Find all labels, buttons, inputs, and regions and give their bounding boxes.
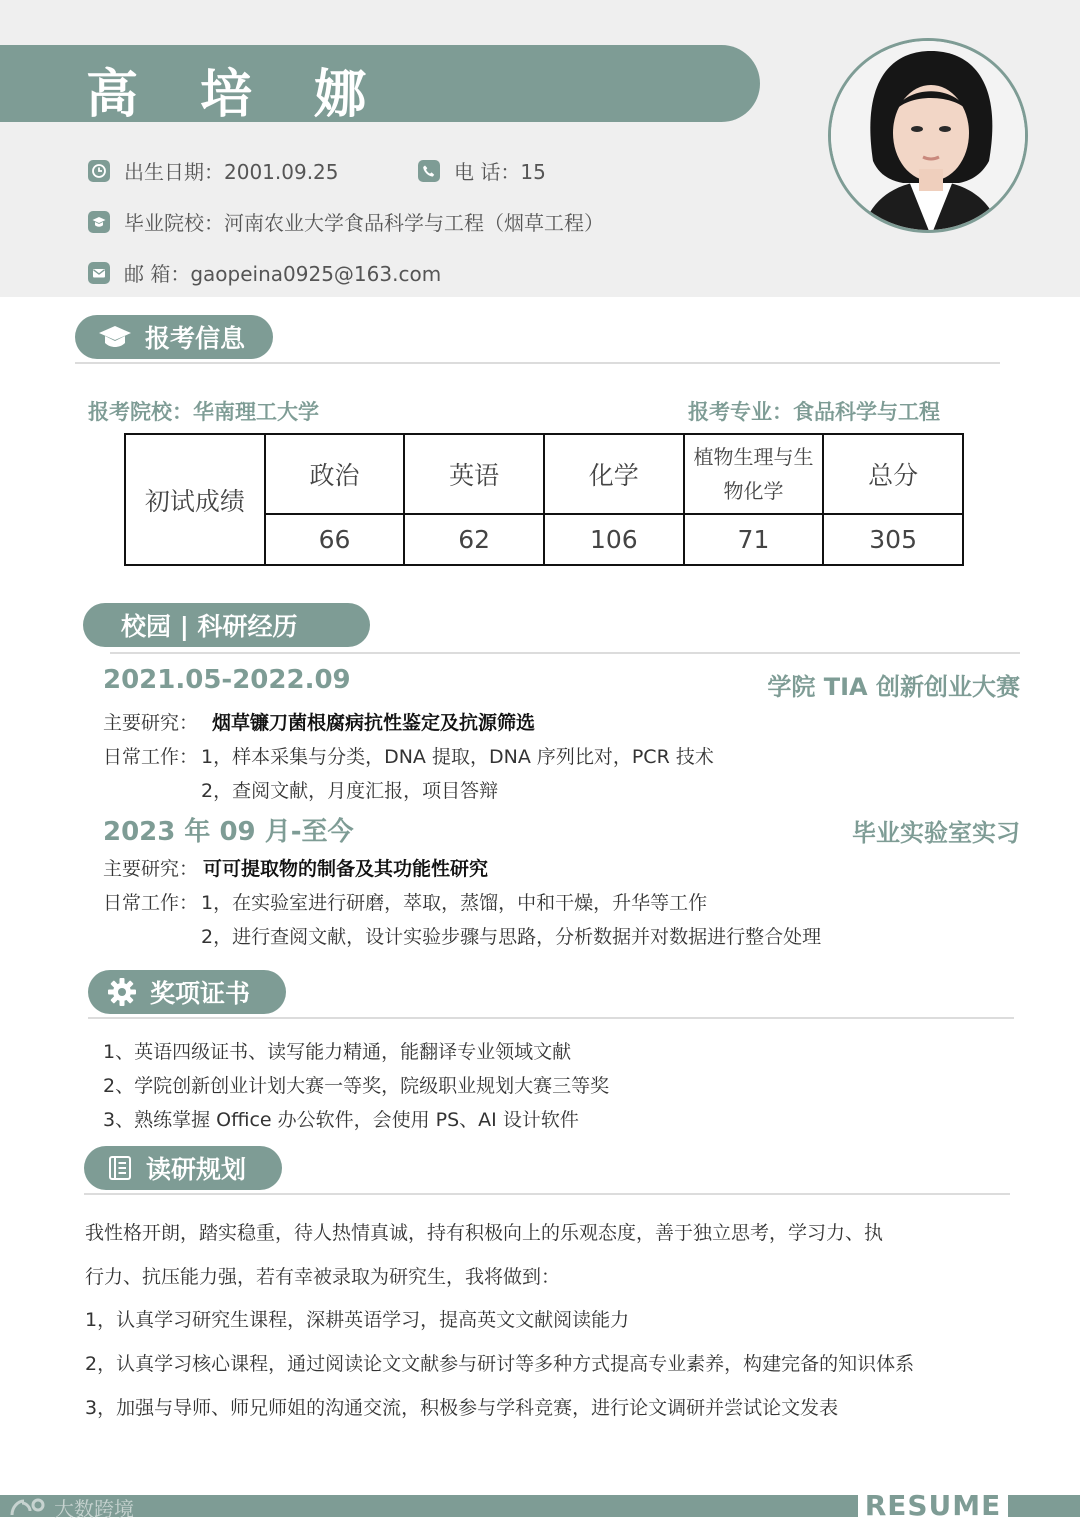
- plan-line-1: 我性格开朗，踏实稳重，待人热情真诚，持有积极向上的乐观态度，善于独立思考，学习力、执: [85, 1222, 884, 1244]
- award-item-1: 1、英语四级证书、读写能力精通，能翻译专业领域文献: [103, 1041, 572, 1063]
- research-work-2a: 1，在实验室进行研磨，萃取，蒸馏，中和干燥，升华等工作: [201, 892, 708, 914]
- section-research-title: 校园 | 科研经历: [121, 612, 298, 641]
- research-org-1: 学院 TIA 创新创业大赛: [767, 673, 1020, 701]
- research-work-label-2: 日常工作：: [103, 892, 199, 914]
- notebook-icon: [106, 1154, 134, 1182]
- section-divider: [75, 362, 1000, 364]
- score-table: [124, 433, 964, 566]
- gear-icon: [106, 976, 138, 1008]
- graduation-cap-icon: [97, 324, 133, 350]
- graduation-school: 毕业院校：河南农业大学食品科学与工程（烟草工程）: [124, 211, 604, 235]
- birth-date: 出生日期：2001.09.25: [124, 160, 339, 184]
- graduation-cap-icon: [88, 211, 110, 233]
- score-politics: 66: [265, 514, 405, 565]
- section-plan-header: [84, 1146, 282, 1190]
- score-row-label: 初试成绩: [125, 434, 265, 565]
- research-main-1: 烟草镰刀菌根腐病抗性鉴定及抗源筛选: [212, 712, 536, 734]
- subject-plant-biochem: 植物生理与生物化学: [684, 434, 824, 514]
- target-major: 报考专业：食品科学与工程: [688, 400, 940, 424]
- plan-line-4: 2，认真学习核心课程，通过阅读论文文献参与研讨等多种方式提高专业素养，构建完备的知识体系: [85, 1353, 915, 1375]
- subject-english: 英语: [404, 434, 544, 514]
- profile-photo: [828, 38, 1028, 233]
- plan-line-3: 1，认真学习研究生课程，深耕英语学习，提高英文文献阅读能力: [85, 1309, 630, 1331]
- watermark-text: 大数跨境: [54, 1497, 134, 1521]
- section-plan-title: 读研规划: [146, 1155, 247, 1184]
- research-period-1: 2021.05-2022.09: [103, 665, 351, 695]
- section-divider: [88, 1017, 1014, 1019]
- subject-chemistry: 化学: [544, 434, 684, 514]
- section-awards-header: [88, 970, 286, 1014]
- research-work-label-1: 日常工作：: [103, 746, 199, 768]
- target-school: 报考院校：华南理工大学: [88, 400, 319, 424]
- phone-icon: [418, 160, 440, 182]
- email-address: 邮 箱：gaopeina0925@163.com: [124, 262, 442, 286]
- email-row: [88, 258, 441, 287]
- phone-number: 电 话：15: [454, 160, 546, 184]
- section-application-header: [75, 315, 273, 359]
- resume-label: RESUME: [858, 1488, 1008, 1524]
- research-org-2: 毕业实验室实习: [852, 819, 1020, 847]
- research-work-1a: 1，样本采集与分类，DNA 提取，DNA 序列比对，PCR 技术: [201, 746, 714, 768]
- watermark: [8, 1493, 134, 1522]
- research-main-label-2: 主要研究：: [103, 858, 199, 880]
- clock-icon: [88, 160, 110, 182]
- section-divider: [110, 652, 1020, 654]
- score-total: 305: [823, 514, 963, 565]
- research-work-1b: 2，查阅文献，月度汇报，项目答辩: [201, 780, 499, 802]
- award-item-3: 3、熟练掌握 Office 办公软件，会使用 PS、AI 设计软件: [103, 1109, 579, 1131]
- candidate-name: 高 培 娜: [86, 65, 389, 125]
- subject-total: 总分: [823, 434, 963, 514]
- watermark-logo-icon: [8, 1495, 48, 1521]
- section-research-header: [83, 603, 370, 647]
- research-work-2b: 2，进行查阅文献，设计实验步骤与思路，分析数据并对数据进行整合处理: [201, 926, 822, 948]
- section-application-title: 报考信息: [145, 324, 246, 353]
- birth-date-row: [88, 156, 339, 185]
- research-period-2: 2023 年 09 月-至今: [103, 817, 354, 847]
- plan-line-5: 3，加强与导师、师兄师姐的沟通交流，积极参与学科竞赛，进行论文调研并尝试论文发表: [85, 1397, 839, 1419]
- score-chemistry: 106: [544, 514, 684, 565]
- award-item-2: 2、学院创新创业计划大赛一等奖，院级职业规划大赛三等奖: [103, 1075, 610, 1097]
- plan-line-2: 行力、抗压能力强，若有幸被录取为研究生，我将做到：: [85, 1266, 561, 1288]
- subject-politics: 政治: [265, 434, 405, 514]
- phone-row: [418, 156, 546, 185]
- research-main-label-1: 主要研究：: [103, 712, 199, 734]
- score-plant-biochem: 71: [684, 514, 824, 565]
- research-main-2: 可可提取物的制备及其功能性研究: [203, 858, 489, 880]
- section-awards-title: 奖项证书: [150, 979, 251, 1008]
- section-divider: [84, 1193, 1010, 1195]
- mail-icon: [88, 262, 110, 284]
- school-row: [88, 207, 604, 236]
- score-english: 62: [404, 514, 544, 565]
